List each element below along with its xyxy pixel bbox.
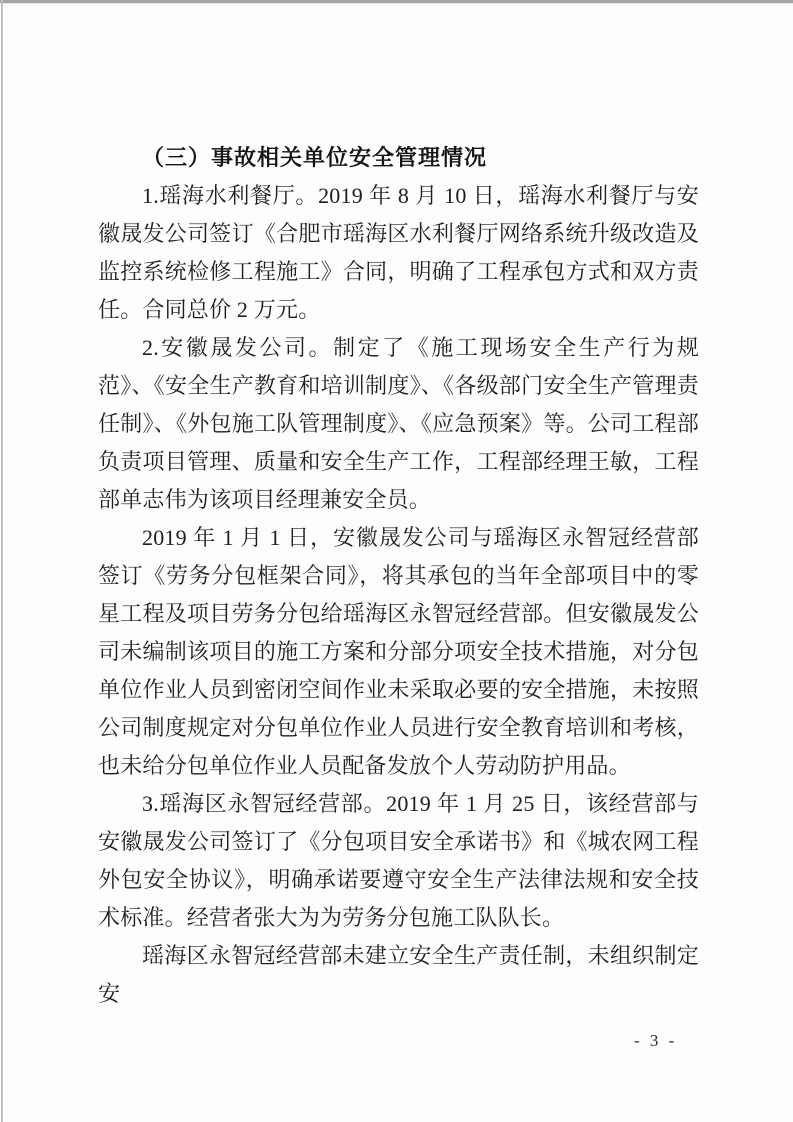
paragraph-subcontract-framework: 2019 年 1 月 1 日，安徽晟发公司与瑶海区永智冠经营部签订《劳务分包框架合同》，将其承包的当年全部项目中的零星工程及项目劳务分包给瑶海区永智冠经营部。但安徽晟发公司未编制该项目的施工方案和分部分项安全技术措施，对分包单位作业人员到密闭空间作业未采取必要的安全措施，未按照公司制度规定对分包单位作业人员进行安全教育培训和考核，也未给分包单位作业人员配备发放个人劳动防护用品。 [98, 525, 699, 778]
scan-artifact-left-line [1, 0, 3, 1122]
paragraph-restaurant-contract: 1.瑶海水利餐厅。2019 年 8 月 10 日，瑶海水利餐厅与安徽晟发公司签订《合肥市瑶海区水利餐厅网络系统升级改造及监控系统检修工程施工》合同，明确了工程承包方式和双方责任。合同总价 2 万元。 [98, 183, 699, 322]
section-heading: （三）事故相关单位安全管理情况 [142, 145, 488, 170]
paragraph-yongzhiguan-dept: 3.瑶海区永智冠经营部。2019 年 1 月 25 日，该经营部与安徽晟发公司签订了《分包项目安全承诺书》和《城农网工程外包安全协议》，明确承诺要遵守安全生产法律法规和安全技术标准。经营者张大为为劳务分包施工队队长。 [98, 791, 699, 930]
paragraph-yongzhiguan-deficiency: 瑶海区永智冠经营部未建立安全生产责任制，未组织制定安 [98, 943, 699, 1006]
page-number: - 3 - [634, 1031, 678, 1050]
scan-artifact-top-line [0, 0, 793, 3]
document-body [98, 139, 699, 1013]
paragraph-shengfa-company: 2.安徽晟发公司。制定了《施工现场安全生产行为规范》、《安全生产教育和培训制度》、《各级部门安全生产管理责任制》、《外包施工队管理制度》、《应急预案》等。公司工程部负责项目管理、质量和安全生产工作，工程部经理王敏，工程部单志伟为该项目经理兼安全员。 [98, 335, 699, 512]
